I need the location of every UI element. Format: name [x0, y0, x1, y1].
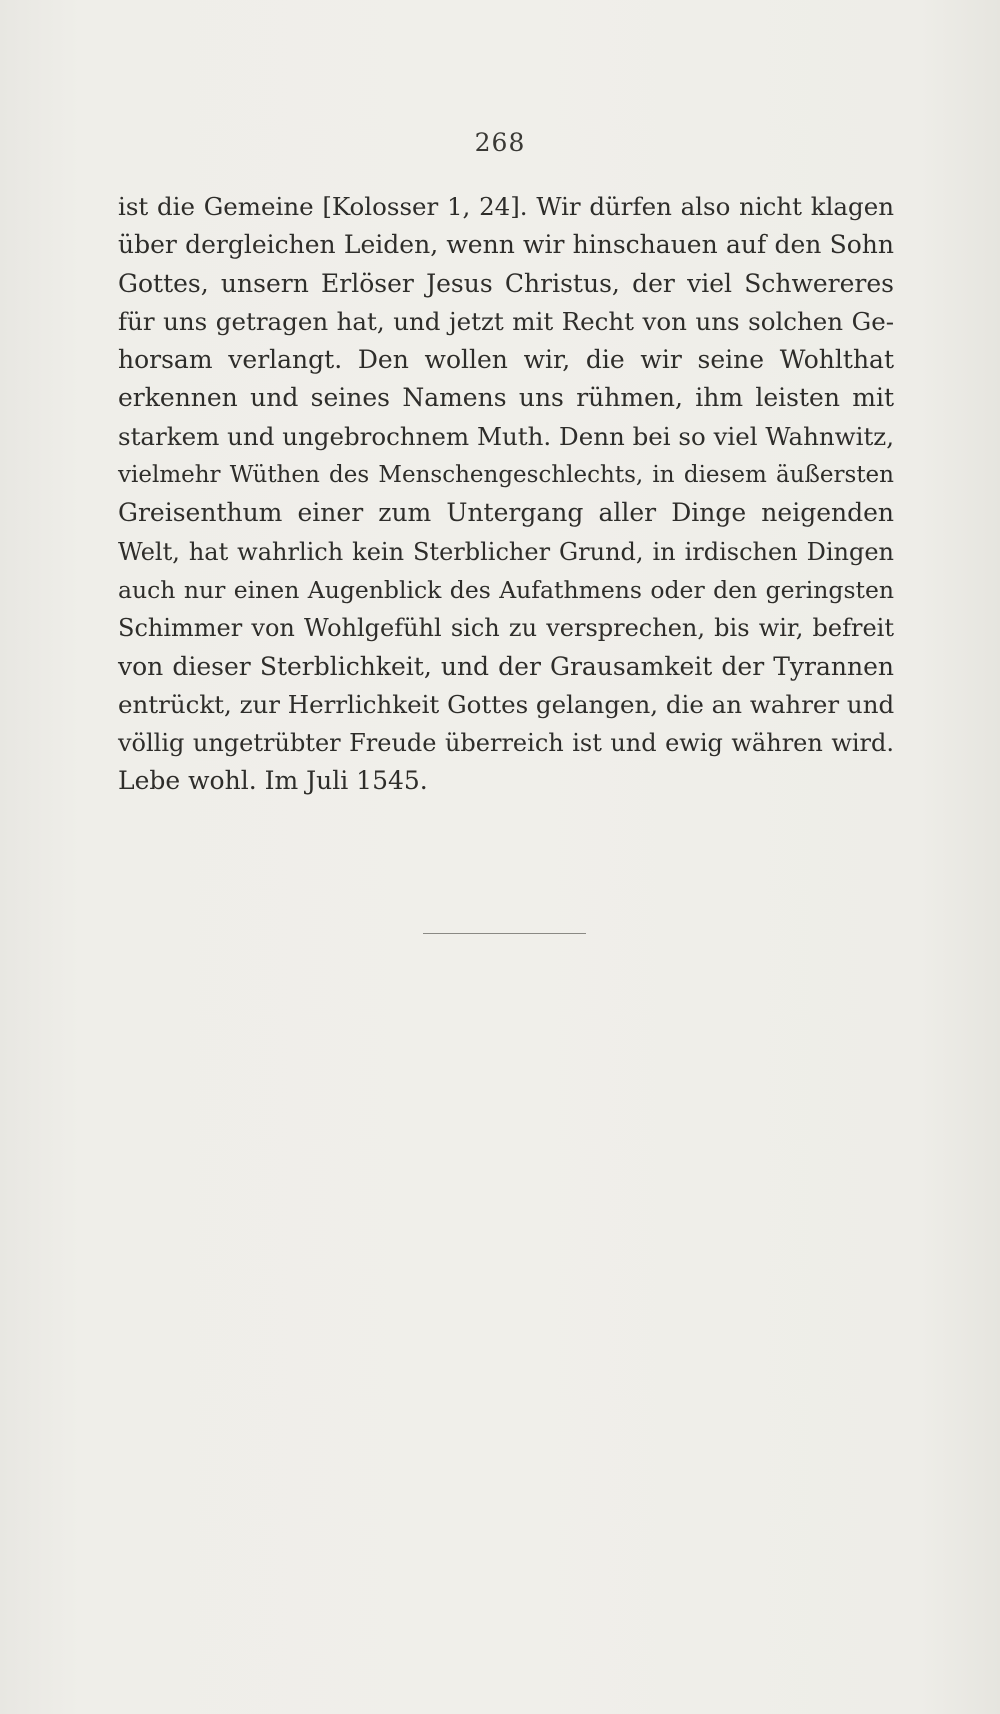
text-line: auch nur einen Augenblick des Aufathmens oder den geringsten [118, 575, 894, 604]
text-line: Gottes, unsern Erlöser Jesus Christus, der viel Schwereres [118, 268, 894, 298]
text-line: ist die Gemeine [Kolosser 1, 24]. Wir dürfen also nicht klagen [118, 192, 894, 221]
text-line: vielmehr Wüthen des Menschengeschlechts, in diesem äußersten [118, 462, 894, 489]
text-line: horsam verlangt. Den wollen wir, die wir seine Wohlthat [118, 345, 894, 375]
text-line-closing: Lebe wohl. Im Juli 1545. [118, 766, 428, 796]
text-line: entrückt, zur Herrlichkeit Gottes gelangen, die an wahrer und [118, 689, 895, 719]
text-line: starkem und ungebrochnem Muth. Denn bei so viel Wahnwitz, [118, 421, 894, 451]
body-text [118, 188, 894, 801]
section-divider [423, 933, 586, 934]
text-line: von dieser Sterblichkeit, und der Grausamkeit der Tyrannen [118, 651, 894, 681]
text-line: Greisenthum einer zum Untergang aller Dinge neigenden [118, 498, 894, 528]
text-line: über dergleichen Leiden, wenn wir hinschauen auf den Sohn [118, 230, 894, 260]
text-line: völlig ungetrübter Freude überreich ist und ewig währen wird. [118, 729, 894, 758]
text-line: erkennen und seines Namens uns rühmen, ihm leisten mit [118, 383, 894, 413]
text-line: für uns getragen hat, und jetzt mit Recht von uns solchen Ge- [118, 306, 894, 336]
text-line: Welt, hat wahrlich kein Sterblicher Grund, in irdischen Dingen [118, 537, 894, 566]
page-number: 268 [474, 128, 526, 157]
text-line: Schimmer von Wohlgefühl sich zu versprechen, bis wir, befreit [118, 614, 894, 643]
